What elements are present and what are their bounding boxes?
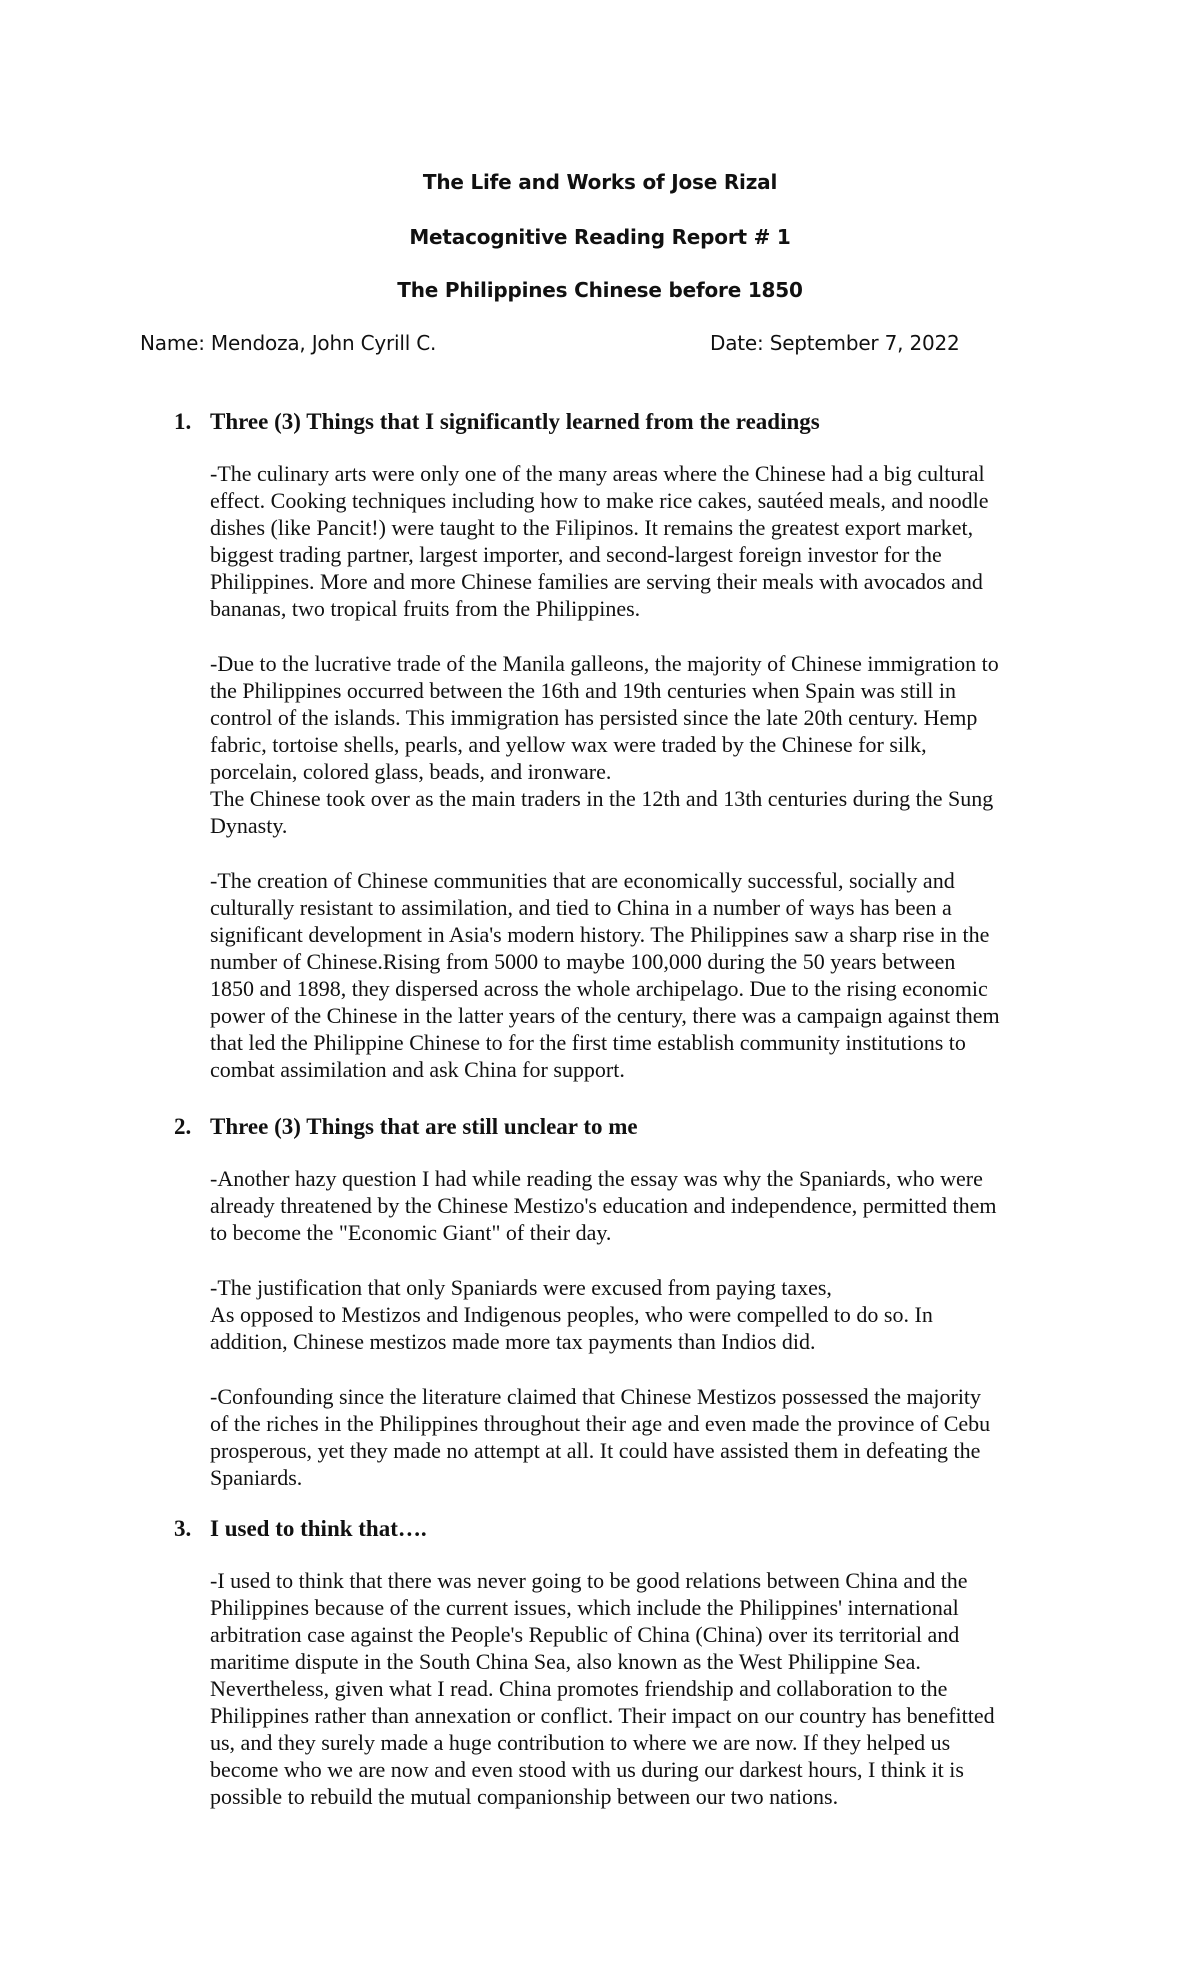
section-heading bbox=[169, 1113, 1069, 1141]
paragraph: -The creation of Chinese communities that are economically successful, socially and culturally resistant to assimilation, and tied to China in a number of ways has been a significant development in Asia's modern history. The Philippines saw a sharp rise in the number of Chinese.Rising from 5000 to maybe 100,000 during the 50 years between 1850 and 1898, they dispersed across the whole archipelago. Due to the rising economic power of the Chinese in the latter years of the century, there was a campaign against them that led the Philippine Chinese to for the first time establish community institutions to combat assimilation and ask China for support. bbox=[210, 868, 1000, 1082]
paragraph: -Confounding since the literature claimed that Chinese Mestizos possessed the majority of the riches in the Philippines throughout their age and even made the province of Cebu prosperous, yet they made no attempt at all. It could have assisted them in defeating the Spaniards. bbox=[210, 1384, 991, 1490]
section-used-to-think bbox=[169, 1515, 1069, 1810]
student-name: Name: Mendoza, John Cyrill C. bbox=[140, 331, 437, 355]
paragraph: -I used to think that there was never going to be good relations between China and the Philippines because of the current issues, which include the Philippines' international arbitration case against the People's Republic of China (China) over its territorial and maritime dispute in the South China Sea, also known as the West Philippine Sea. Nevertheless, given what I read. China promotes friendship and collaboration to the Philippines rather than annexation or conflict. Their impact on our country has benefitted us, and they surely made a huge contribution to where we are now. If they helped us become who we are now and even stood with us during our darkest hours, I think it is possible to rebuild the mutual companionship between our two nations. bbox=[210, 1568, 995, 1809]
section-heading-text: Three (3) Things that are still unclear to me bbox=[210, 1114, 638, 1139]
section-learned bbox=[169, 408, 1069, 1083]
paragraph: -Due to the lucrative trade of the Manila galleons, the majority of Chinese immigration to the Philippines occurred between the 16th and 19th centuries when Spain was still in control of the islands. This immigration has persisted since the late 20th century. Hemp fabric, tortoise shells, pearls, and yellow wax were traded by the Chinese for silk, porcelain, colored glass, beads, and ironware. The Chinese took over as the main traders in the 12th and 13th centuries during the Sung Dynasty. bbox=[210, 651, 999, 838]
topic-title: The Philippines Chinese before 1850 bbox=[397, 278, 803, 302]
course-title: The Life and Works of Jose Rizal bbox=[422, 170, 778, 194]
paragraph: -The justification that only Spaniards were excused from paying taxes, As opposed to Mestizos and Indigenous peoples, who were compelled to do so. In addition, Chinese mestizos made more tax payments than Indios did. bbox=[210, 1275, 933, 1354]
report-date: Date: September 7, 2022 bbox=[710, 331, 960, 355]
section-number: 3. bbox=[174, 1516, 192, 1541]
paragraph: -The culinary arts were only one of the many areas where the Chinese had a big cultural effect. Cooking techniques including how to make rice cakes, sautéed meals, and noodle dishes (like Pancit!) were taught to the Filipinos. It remains the greatest export market, biggest trading partner, largest importer, and second-largest foreign investor for the Philippines. More and more Chinese families are serving their meals with avocados and bananas, two tropical fruits from the Philippines. bbox=[210, 461, 989, 621]
report-title: Metacognitive Reading Report # 1 bbox=[409, 225, 791, 249]
section-heading bbox=[169, 1515, 1069, 1543]
section-unclear bbox=[169, 1113, 1069, 1491]
section-number: 1. bbox=[174, 409, 192, 434]
section-number: 2. bbox=[174, 1114, 192, 1139]
paragraph: -Another hazy question I had while reading the essay was why the Spaniards, who were already threatened by the Chinese Mestizo's education and independence, permitted them to become the "Economic Giant" of their day. bbox=[210, 1166, 997, 1245]
section-heading-text: I used to think that…. bbox=[210, 1516, 427, 1541]
section-heading bbox=[169, 408, 1069, 436]
section-heading-text: Three (3) Things that I significantly learned from the readings bbox=[210, 409, 820, 434]
